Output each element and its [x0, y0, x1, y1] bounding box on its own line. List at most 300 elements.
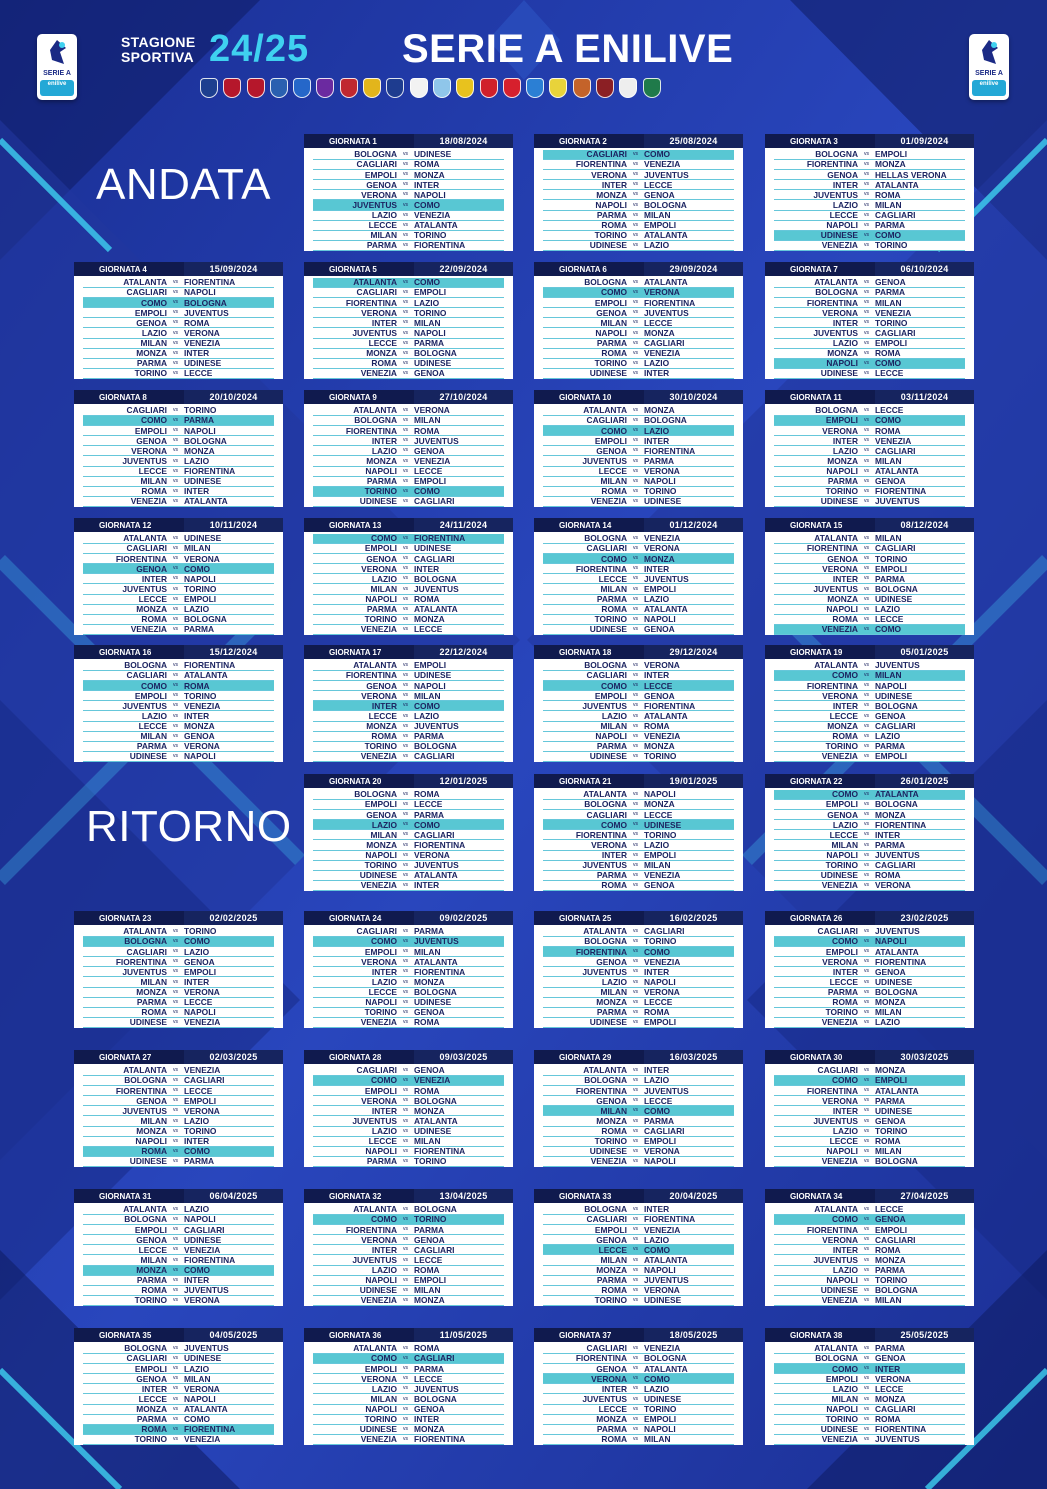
- match-row: [313, 1147, 504, 1157]
- versus-label: vs: [864, 1008, 869, 1015]
- match-list: [304, 788, 513, 891]
- match-row: [543, 1266, 734, 1276]
- away-team: VERONA: [184, 741, 220, 752]
- home-team: LAZIO: [141, 327, 167, 338]
- away-team: INTER: [184, 1275, 210, 1285]
- home-team: VENEZIA: [360, 624, 397, 635]
- away-team: GENOA: [414, 1234, 445, 1245]
- match-row: [543, 308, 734, 318]
- versus-label: vs: [173, 1077, 178, 1084]
- away-team: EMPOLI: [875, 337, 908, 348]
- match-row: [543, 1127, 734, 1137]
- versus-label: vs: [173, 289, 178, 296]
- versus-label: vs: [173, 467, 178, 474]
- away-team: UDINESE: [644, 1393, 682, 1404]
- match-row: [543, 1296, 734, 1306]
- home-team: ATALANTA: [583, 1065, 627, 1076]
- home-team: UDINESE: [589, 240, 627, 251]
- match-row: [313, 988, 504, 998]
- match-row: [313, 861, 504, 871]
- match-row: [313, 1137, 504, 1147]
- match-row: [83, 1286, 274, 1296]
- home-team: EMPOLI: [594, 1224, 627, 1235]
- matchday-date: 16/02/2025: [644, 911, 743, 925]
- home-team: GENOA: [136, 1373, 167, 1384]
- home-team: VENEZIA: [360, 368, 397, 379]
- versus-label: vs: [633, 1077, 638, 1084]
- match-row: [313, 1066, 504, 1076]
- away-team: VERONA: [184, 327, 220, 338]
- matchday-date: 05/01/2025: [875, 645, 974, 659]
- away-team: ATALANTA: [875, 946, 919, 957]
- home-team: PARMA: [596, 209, 627, 220]
- away-team: VENEZIA: [644, 731, 681, 741]
- away-team: FIORENTINA: [875, 819, 927, 830]
- away-team: GENOA: [414, 1403, 445, 1414]
- home-team: MONZA: [136, 1264, 167, 1275]
- home-team: COMO: [370, 936, 397, 947]
- away-team: LECCE: [875, 614, 904, 625]
- away-team: ROMA: [184, 680, 210, 691]
- match-row: [313, 160, 504, 170]
- versus-label: vs: [633, 487, 638, 494]
- home-team: LAZIO: [832, 337, 858, 348]
- home-team: NAPOLI: [135, 1136, 167, 1146]
- home-team: COMO: [140, 415, 167, 426]
- match-row: [83, 446, 274, 456]
- match-row: [543, 1147, 734, 1157]
- versus-label: vs: [633, 988, 638, 995]
- versus-label: vs: [403, 791, 408, 798]
- match-row: [543, 349, 734, 359]
- versus-label: vs: [864, 978, 869, 985]
- home-team: TORINO: [594, 230, 627, 241]
- away-team: MONZA: [414, 1105, 445, 1116]
- match-row: [543, 681, 734, 691]
- versus-label: vs: [864, 605, 869, 612]
- match-row: [543, 615, 734, 625]
- match-row: [543, 1286, 734, 1296]
- versus-label: vs: [633, 447, 638, 454]
- versus-label: vs: [403, 1375, 408, 1382]
- home-team: ROMA: [141, 1285, 167, 1296]
- home-team: ROMA: [371, 731, 397, 741]
- match-row: [774, 298, 965, 308]
- lecce-crest: [456, 78, 474, 98]
- home-team: INTER: [601, 179, 627, 190]
- home-team: VENEZIA: [360, 751, 397, 762]
- home-team: VENEZIA: [130, 496, 167, 507]
- home-team: PARMA: [366, 1156, 397, 1167]
- away-team: FIORENTINA: [414, 966, 466, 977]
- match-row: [543, 1205, 734, 1215]
- away-team: FIORENTINA: [875, 1424, 927, 1435]
- away-team: FIORENTINA: [414, 1434, 466, 1445]
- away-team: EMPOLI: [414, 660, 447, 671]
- away-team: VENEZIA: [644, 870, 681, 881]
- match-row: [313, 881, 504, 891]
- home-team: FIORENTINA: [345, 1224, 397, 1235]
- match-row: [543, 200, 734, 210]
- versus-label: vs: [173, 447, 178, 454]
- away-team: PARMA: [414, 337, 445, 348]
- match-row: [543, 497, 734, 507]
- home-team: LAZIO: [371, 976, 397, 987]
- versus-label: vs: [173, 299, 178, 306]
- versus-label: vs: [173, 457, 178, 464]
- matchday-card: [765, 1189, 974, 1306]
- away-team: INTER: [184, 486, 210, 497]
- match-row: [313, 957, 504, 967]
- match-row: [83, 988, 274, 998]
- match-row: [774, 584, 965, 594]
- versus-label: vs: [633, 692, 638, 699]
- home-team: VENEZIA: [130, 624, 167, 635]
- matchday-date: 08/12/2024: [875, 518, 974, 532]
- match-row: [774, 1344, 965, 1354]
- match-row: [83, 711, 274, 721]
- away-team: NAPOLI: [644, 789, 676, 800]
- matchday-date: 10/11/2024: [184, 518, 283, 532]
- matchday-header: [74, 645, 283, 659]
- match-row: [313, 661, 504, 671]
- match-list: [534, 276, 743, 379]
- versus-label: vs: [403, 417, 408, 424]
- match-row: [543, 957, 734, 967]
- match-row: [543, 840, 734, 850]
- versus-label: vs: [864, 811, 869, 818]
- versus-label: vs: [633, 801, 638, 808]
- fiorentina-crest: [316, 78, 334, 98]
- versus-label: vs: [864, 427, 869, 434]
- away-team: PARMA: [875, 741, 906, 752]
- match-row: [774, 1354, 965, 1364]
- home-team: GENOA: [596, 956, 627, 967]
- home-team: UDINESE: [359, 1285, 397, 1296]
- home-team: VERONA: [361, 690, 397, 701]
- match-row: [774, 671, 965, 681]
- versus-label: vs: [633, 672, 638, 679]
- match-row: [774, 456, 965, 466]
- home-team: COMO: [370, 533, 397, 544]
- versus-label: vs: [173, 978, 178, 985]
- versus-label: vs: [403, 1226, 408, 1233]
- matchday-number: GIORNATA 27: [99, 1053, 152, 1062]
- away-team: CAGLIARI: [875, 1403, 916, 1414]
- versus-label: vs: [403, 1355, 408, 1362]
- match-row: [774, 467, 965, 477]
- versus-label: vs: [173, 1415, 178, 1422]
- match-row: [774, 861, 965, 871]
- away-team: LECCE: [644, 179, 673, 190]
- roma-crest: [573, 78, 591, 98]
- home-team: BOLOGNA: [584, 1075, 627, 1086]
- home-team: MONZA: [827, 593, 858, 604]
- match-row: [313, 701, 504, 711]
- match-row: [774, 1127, 965, 1137]
- match-row: [774, 947, 965, 957]
- versus-label: vs: [173, 1256, 178, 1263]
- match-row: [313, 200, 504, 210]
- away-team: UDINESE: [875, 593, 913, 604]
- away-team: ROMA: [875, 189, 901, 200]
- match-row: [543, 711, 734, 721]
- match-list: [765, 1203, 974, 1306]
- matchday-header: [304, 1328, 513, 1342]
- match-row: [774, 160, 965, 170]
- match-row: [774, 977, 965, 987]
- away-team: UDINESE: [184, 1353, 222, 1364]
- away-team: INTER: [184, 710, 210, 721]
- home-team: TORINO: [364, 860, 397, 870]
- versus-label: vs: [403, 1206, 408, 1213]
- home-team: VERONA: [822, 563, 858, 574]
- match-row: [83, 544, 274, 554]
- home-team: ATALANTA: [814, 660, 858, 671]
- away-team: VENEZIA: [644, 956, 681, 967]
- match-row: [774, 820, 965, 830]
- away-team: VENEZIA: [414, 455, 451, 466]
- away-team: UDINESE: [184, 533, 222, 544]
- versus-label: vs: [633, 555, 638, 562]
- matchday-card: [534, 911, 743, 1028]
- home-team: COMO: [600, 553, 627, 564]
- versus-label: vs: [173, 1008, 178, 1015]
- match-row: [543, 1435, 734, 1445]
- home-team: VENEZIA: [821, 624, 858, 635]
- away-team: BOLOGNA: [414, 1204, 457, 1215]
- match-row: [774, 278, 965, 288]
- away-team: LECCE: [644, 317, 673, 328]
- match-row: [313, 840, 504, 850]
- away-team: VENEZIA: [184, 1065, 221, 1076]
- home-team: VERONA: [361, 189, 397, 200]
- match-row: [313, 298, 504, 308]
- away-team: BOLOGNA: [875, 799, 918, 810]
- away-team: LAZIO: [184, 1363, 210, 1374]
- match-row: [543, 406, 734, 416]
- versus-label: vs: [864, 722, 869, 729]
- away-team: ROMA: [414, 1085, 440, 1096]
- home-team: ATALANTA: [814, 1204, 858, 1215]
- home-team: NAPOLI: [595, 327, 627, 338]
- match-row: [313, 820, 504, 830]
- away-team: CAGLIARI: [875, 543, 916, 554]
- away-team: NAPOLI: [875, 680, 907, 691]
- home-team: VERONA: [822, 956, 858, 967]
- versus-label: vs: [864, 1097, 869, 1104]
- matchday-date: 19/01/2025: [644, 774, 743, 788]
- versus-label: vs: [864, 1375, 869, 1382]
- home-team: LAZIO: [371, 209, 397, 220]
- away-team: GENOA: [644, 189, 675, 200]
- match-row: [543, 800, 734, 810]
- home-team: MONZA: [827, 348, 858, 358]
- away-team: MONZA: [875, 159, 906, 170]
- home-team: LECCE: [829, 976, 858, 987]
- match-row: [83, 318, 274, 328]
- home-team: PARMA: [596, 1007, 627, 1018]
- match-row: [543, 927, 734, 937]
- match-list: [304, 276, 513, 379]
- match-row: [774, 416, 965, 426]
- away-team: ROMA: [644, 720, 670, 731]
- away-team: HELLAS VERONA: [875, 169, 947, 180]
- match-row: [774, 871, 965, 881]
- versus-label: vs: [633, 1107, 638, 1114]
- away-team: COMO: [414, 199, 441, 210]
- napoli-crest: [526, 78, 544, 98]
- away-team: NAPOLI: [644, 1264, 676, 1275]
- away-team: INTER: [644, 563, 670, 574]
- match-row: [774, 288, 965, 298]
- match-row: [543, 1394, 734, 1404]
- versus-label: vs: [633, 1256, 638, 1263]
- match-row: [543, 605, 734, 615]
- matchday-header: [304, 390, 513, 404]
- match-row: [313, 1425, 504, 1435]
- versus-label: vs: [633, 359, 638, 366]
- versus-label: vs: [173, 279, 178, 286]
- match-row: [774, 318, 965, 328]
- home-team: NAPOLI: [826, 1403, 858, 1414]
- away-team: UDINESE: [644, 1295, 682, 1306]
- home-team: LECCE: [138, 1393, 167, 1404]
- home-team: ROMA: [141, 614, 167, 625]
- match-row: [774, 1157, 965, 1167]
- home-team: UDINESE: [359, 496, 397, 507]
- away-team: EMPOLI: [414, 1275, 447, 1285]
- versus-label: vs: [864, 1415, 869, 1422]
- away-team: COMO: [184, 1414, 211, 1424]
- away-team: TORINO: [184, 926, 217, 937]
- away-team: PARMA: [875, 1264, 906, 1275]
- home-team: MONZA: [136, 1125, 167, 1136]
- versus-label: vs: [403, 605, 408, 612]
- match-row: [774, 957, 965, 967]
- home-team: INTER: [141, 573, 167, 584]
- away-team: COMO: [644, 1244, 671, 1255]
- home-team: LECCE: [829, 710, 858, 721]
- away-team: LAZIO: [184, 604, 210, 614]
- match-row: [774, 967, 965, 977]
- away-team: NAPOLI: [184, 425, 216, 436]
- matchday-number: GIORNATA 4: [99, 265, 147, 274]
- logo-text: SERIE A: [43, 70, 71, 77]
- versus-label: vs: [633, 349, 638, 356]
- match-row: [543, 584, 734, 594]
- away-team: EMPOLI: [644, 849, 677, 860]
- versus-label: vs: [864, 958, 869, 965]
- home-team: FIORENTINA: [806, 1224, 858, 1235]
- matchday-header: [304, 1050, 513, 1064]
- versus-label: vs: [403, 349, 408, 356]
- home-team: TORINO: [594, 1295, 627, 1306]
- home-team: GENOA: [596, 307, 627, 318]
- matchday-card: [304, 262, 513, 379]
- match-row: [83, 339, 274, 349]
- matchday-header: [534, 518, 743, 532]
- match-row: [774, 625, 965, 635]
- versus-label: vs: [403, 1008, 408, 1015]
- home-team: JUVENTUS: [122, 966, 167, 977]
- match-row: [313, 1235, 504, 1245]
- versus-label: vs: [864, 1157, 869, 1164]
- away-team: VENEZIA: [184, 1017, 221, 1028]
- match-row: [313, 625, 504, 635]
- versus-label: vs: [403, 181, 408, 188]
- matchday-date: 01/09/2024: [875, 134, 974, 148]
- matchday-date: 20/04/2025: [644, 1189, 743, 1203]
- away-team: NAPOLI: [184, 287, 216, 298]
- match-row: [543, 742, 734, 752]
- away-team: BOLOGNA: [875, 700, 918, 711]
- match-row: [543, 190, 734, 200]
- home-team: GENOA: [366, 809, 397, 820]
- away-team: JUVENTUS: [875, 1434, 920, 1445]
- away-team: MILAN: [875, 455, 902, 466]
- away-team: CAGLIARI: [875, 720, 916, 731]
- home-team: ROMA: [141, 1007, 167, 1018]
- versus-label: vs: [173, 1266, 178, 1273]
- home-team: LAZIO: [141, 710, 167, 721]
- versus-label: vs: [633, 241, 638, 248]
- match-row: [83, 369, 274, 379]
- match-row: [313, 671, 504, 681]
- versus-label: vs: [864, 871, 869, 878]
- serie-a-logo-right: [969, 34, 1009, 100]
- match-row: [83, 1096, 274, 1106]
- away-team: EMPOLI: [644, 1136, 677, 1146]
- home-team: TORINO: [594, 614, 627, 625]
- match-row: [543, 1086, 734, 1096]
- udinese-crest: [619, 78, 637, 98]
- versus-label: vs: [633, 1395, 638, 1402]
- match-row: [543, 937, 734, 947]
- matchday-number: GIORNATA 20: [329, 777, 382, 786]
- versus-label: vs: [173, 309, 178, 316]
- match-row: [774, 1096, 965, 1106]
- home-team: NAPOLI: [365, 593, 397, 604]
- away-team: TORINO: [875, 1275, 908, 1285]
- match-row: [543, 150, 734, 160]
- versus-label: vs: [864, 752, 869, 759]
- matchday-header: [304, 645, 513, 659]
- versus-label: vs: [633, 211, 638, 218]
- home-team: GENOA: [136, 317, 167, 328]
- matchday-date: 18/08/2024: [414, 134, 513, 148]
- away-team: CAGLIARI: [644, 337, 685, 348]
- versus-label: vs: [633, 1137, 638, 1144]
- versus-label: vs: [864, 241, 869, 248]
- versus-label: vs: [173, 565, 178, 572]
- away-team: COMO: [644, 1373, 671, 1384]
- match-list: [765, 404, 974, 507]
- match-row: [774, 1008, 965, 1018]
- match-row: [83, 1086, 274, 1096]
- matchday-header: [765, 911, 974, 925]
- home-team: ATALANTA: [583, 926, 627, 937]
- home-team: FIORENTINA: [575, 1085, 627, 1096]
- matchday-card: [304, 645, 513, 762]
- versus-label: vs: [403, 702, 408, 709]
- home-team: VENEZIA: [360, 1295, 397, 1306]
- match-row: [313, 1116, 504, 1126]
- away-team: ATALANTA: [184, 670, 228, 681]
- match-row: [83, 328, 274, 338]
- home-team: TORINO: [364, 1007, 397, 1018]
- away-team: MILAN: [414, 946, 441, 957]
